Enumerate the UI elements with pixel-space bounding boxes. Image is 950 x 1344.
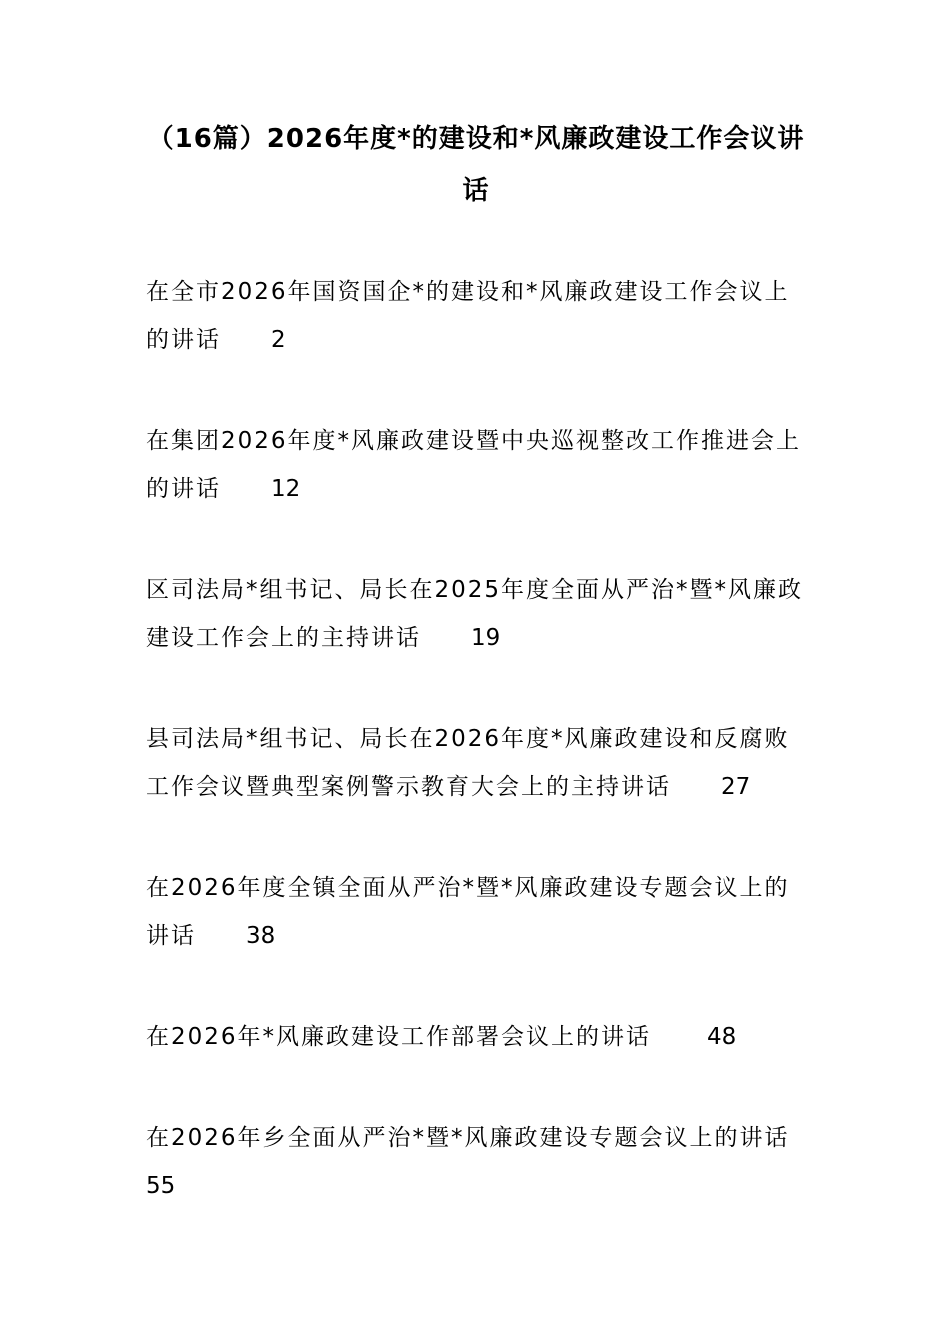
- toc-entry-page: 55: [146, 1173, 176, 1199]
- toc-entry[interactable]: [146, 715, 808, 811]
- toc-entry-title: 在2026年度全镇全面从严治*暨*风廉政建设专题会议上的讲话: [146, 875, 790, 949]
- toc-entry[interactable]: [146, 1013, 808, 1061]
- toc-entry-page: 38: [246, 923, 276, 949]
- toc-entry-page: 19: [471, 625, 501, 651]
- toc-entry-title: 区司法局*组书记、局长在2025年度全面从严治*暨*风廉政建设工作会上的主持讲话: [146, 577, 804, 651]
- toc-entry-page: 48: [707, 1024, 737, 1050]
- toc-entry-title: 在2026年乡全面从严治*暨*风廉政建设专题会议上的讲话: [146, 1125, 790, 1151]
- table-of-contents: [146, 268, 808, 1263]
- toc-entry[interactable]: [146, 566, 808, 662]
- toc-entry-title: 在全市2026年国资国企*的建设和*风廉政建设工作会议上的讲话: [146, 279, 790, 353]
- toc-entry-page: 12: [271, 476, 301, 502]
- toc-entry-title: 在2026年*风廉政建设工作部署会议上的讲话: [146, 1024, 652, 1050]
- toc-entry-page: 2: [271, 327, 286, 353]
- document-title: （16篇）2026年度*的建设和*风廉政建设工作会议讲话: [147, 124, 805, 206]
- toc-entry-title: 在集团2026年度*风廉政建设暨中央巡视整改工作推进会上的讲话: [146, 428, 802, 502]
- toc-entry-title: 县司法局*组书记、局长在2026年度*风廉政建设和反腐败工作会议暨典型案例警示教育大会上的主持讲话: [146, 726, 790, 800]
- toc-entry[interactable]: [146, 417, 808, 513]
- toc-entry[interactable]: [146, 268, 808, 364]
- toc-entry[interactable]: [146, 1114, 808, 1210]
- toc-entry[interactable]: [146, 864, 808, 960]
- toc-entry-page: 27: [721, 774, 751, 800]
